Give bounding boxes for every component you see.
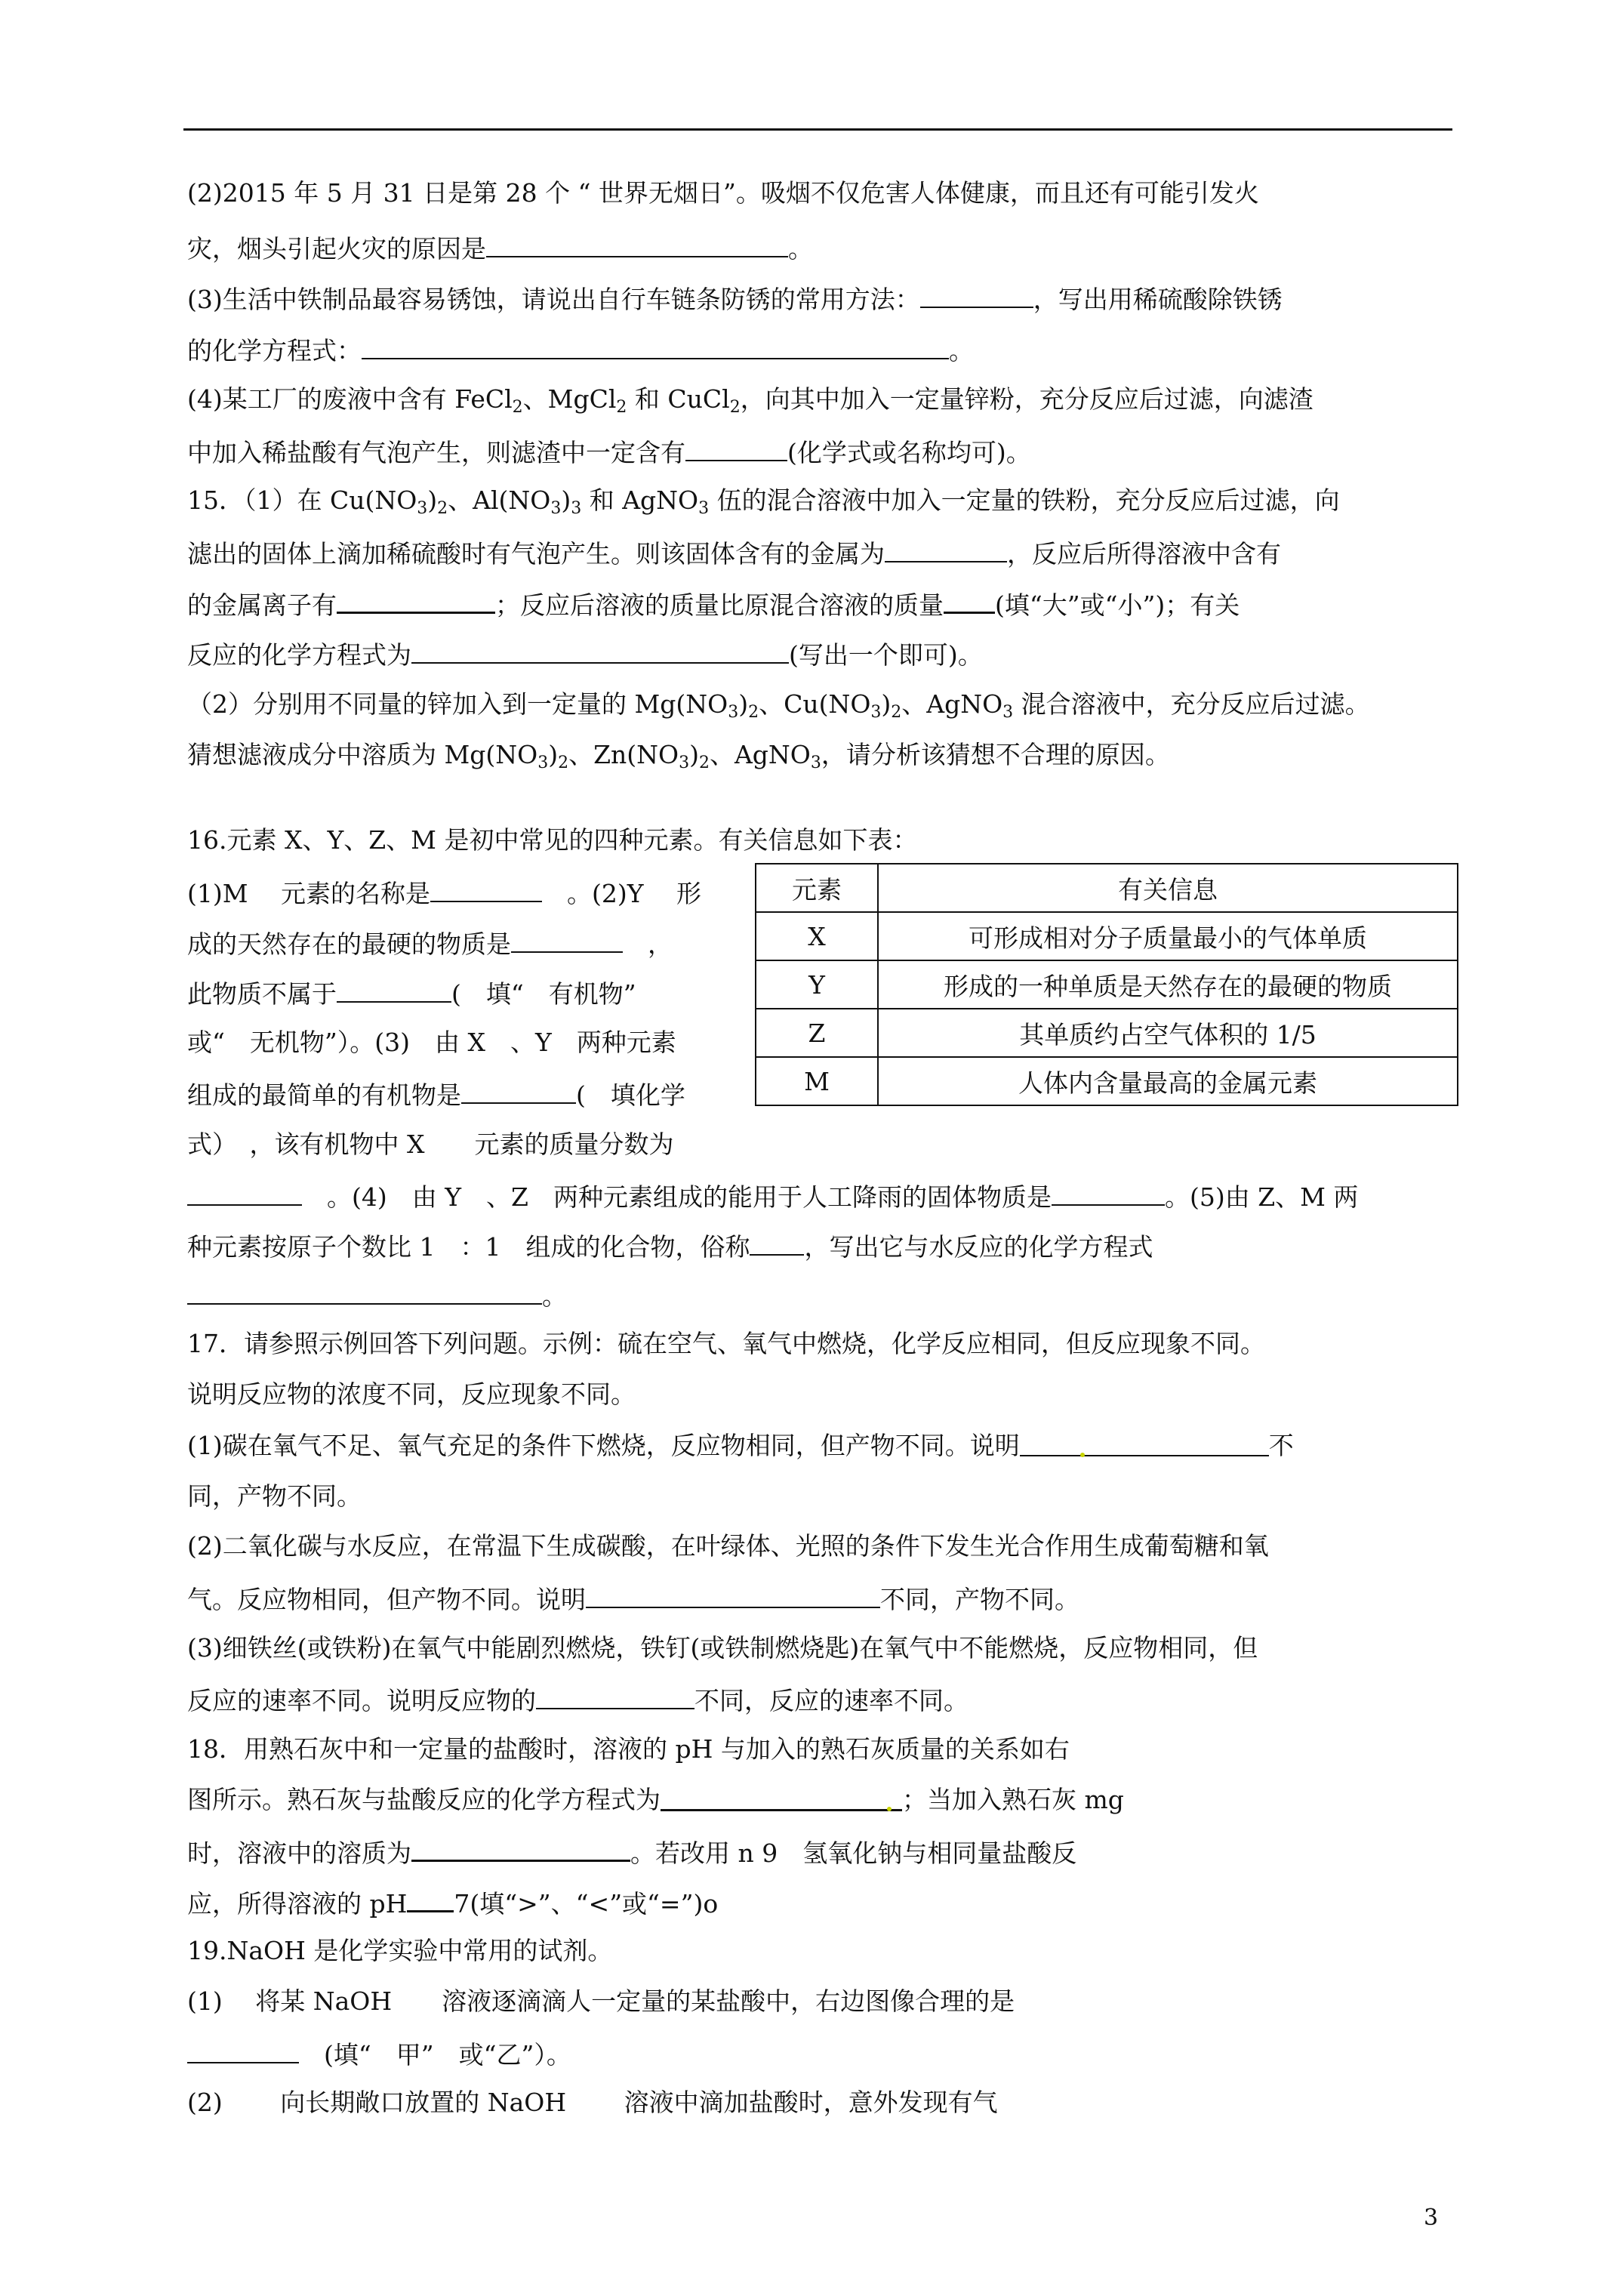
answer-blank[interactable]	[187, 1277, 542, 1305]
q16-line-4: 或“ 无机物”）。(3) 由 X 、Y 两种元素	[187, 1028, 676, 1057]
answer-blank[interactable]	[411, 636, 789, 664]
table-row	[756, 912, 1458, 960]
element-info-table	[755, 863, 1458, 1106]
q19-line-3: (填“ 甲” 或“乙”）。	[187, 2036, 571, 2069]
q19-line-1: 19.NaOH 是化学实验中常用的试剂。	[187, 1936, 613, 1965]
table-header-row	[756, 864, 1458, 912]
q16-line-6: 式） ，该有机物中 X 元素的质量分数为	[187, 1130, 674, 1159]
answer-blank[interactable]	[486, 230, 788, 257]
q17-line-7: (3)细铁丝(或铁粉)在氧气中能剧烈燃烧，铁钉(或铁制燃烧匙)在氧气中不能燃烧，反应物相同，但	[187, 1633, 1258, 1663]
table-row	[756, 1057, 1458, 1105]
answer-blank[interactable]	[337, 975, 451, 1003]
q14-line-4: 的化学方程式： 。	[187, 332, 974, 365]
table-cell: Z	[756, 1009, 878, 1057]
answer-blank[interactable]	[430, 875, 542, 902]
q14-line-5: (4)某工厂的废液中含有 FeCl$_2$、MgCl$_2$ 和 CuCl$_2$，向其中加入一定量锌粉，充分反应后过滤，向滤渣	[187, 384, 1313, 417]
answer-blank[interactable]	[187, 1179, 302, 1206]
q18-line-3: 时，溶液中的溶质为 。若改用 n 9 氢氧化钠与相同量盐酸反	[187, 1834, 1076, 1867]
q16-line-7: 。(4) 由 Y 、Z 两种元素组成的能用于人工降雨的固体物质是 。(5)由 Z、M 两	[187, 1179, 1358, 1212]
q16-line-9: 。	[187, 1277, 567, 1311]
q19-line-2: (1) 将某 NaOH 溶液逐滴滴人一定量的某盐酸中，右边图像合理的是	[187, 1986, 1015, 2016]
q16-line-8: 种元素按原子个数比 1 ：1 组成的化合物，俗称 ，写出它与水反应的化学方程式	[187, 1228, 1153, 1262]
q15-line-3: 的金属离子有 ；反应后溶液的质量比原混合溶液的质量 (填“大”或“小”)；有关	[187, 586, 1240, 619]
q14-line-1: (2)2015 年 5 月 31 日是第 28 个 “ 世界无烟日”。吸烟不仅危害人体健康，而且还有可能引发火	[187, 178, 1259, 208]
q17-line-5: (2)二氧化碳与水反应，在常温下生成碳酸，在叶绿体、光照的条件下发生光合作用生成葡萄糖和氧	[187, 1531, 1269, 1561]
q15-line-5: （2）分别用不同量的锌加入到一定量的 $Mg(NO_3)_2$、$Cu(NO_3)_2$、AgNO$_3$ 混合溶液中，充分反应后过滤。	[187, 689, 1370, 722]
page-number: 3	[1424, 2205, 1439, 2231]
answer-blank[interactable]	[1052, 1179, 1165, 1206]
q15-line-2: 滤出的固体上滴加稀硫酸时有气泡产生。则该固体含有的金属为 ，反应后所得溶液中含有	[187, 535, 1281, 569]
answer-blank[interactable]	[407, 1885, 454, 1912]
answer-blank[interactable]	[944, 586, 995, 614]
q16-line-3: 此物质不属于 ( 填“ 有机物”	[187, 975, 636, 1009]
answer-blank[interactable]	[920, 281, 1033, 308]
answer-blank[interactable]	[750, 1228, 804, 1256]
q18-line-1: 18．用熟石灰中和一定量的盐酸时，溶液的 pH 与加入的熟石灰质量的关系如右	[187, 1734, 1070, 1764]
answer-blank[interactable]	[337, 586, 495, 614]
answer-blank[interactable]	[685, 434, 787, 461]
table-header-cell: 元素	[756, 864, 878, 912]
answer-blank[interactable]	[885, 535, 1007, 562]
q19-line-4: (2) 向长期敞口放置的 NaOH 溶液中滴加盐酸时，意外发现有气	[187, 2088, 998, 2117]
answer-blank[interactable]	[1020, 1429, 1269, 1456]
q17-line-8: 反应的速率不同。说明反应物的 不同，反应的速率不同。	[187, 1682, 969, 1715]
table-cell: 人体内含量最高的金属元素	[878, 1057, 1458, 1105]
answer-blank[interactable]	[362, 332, 949, 359]
table-row	[756, 1009, 1458, 1057]
answer-blank[interactable]	[461, 1077, 576, 1104]
q15-line-1: 15．（1）在 $Cu(NO_3)_2$、$Al(NO_3)_3$ 和 AgNO$_3$ 伍的混合溶液中加入一定量的铁粉，充分反应后过滤，向	[187, 485, 1340, 518]
table-row	[756, 960, 1458, 1009]
q17-line-4: 同，产物不同。	[187, 1481, 362, 1511]
table-cell: 其单质约占空气体积的 1/5	[878, 1009, 1458, 1057]
answer-blank[interactable]	[511, 926, 623, 953]
q17-line-2: 说明反应物的浓度不同，反应现象不同。	[187, 1379, 636, 1409]
answer-blank[interactable]	[187, 2036, 299, 2063]
q18-line-4: 应，所得溶液的 pH 7(填“>”、“<”或“=”)o	[187, 1885, 718, 1918]
table-cell: M	[756, 1057, 878, 1105]
q16-line-2: 成的天然存在的最硬的物质是 ，	[187, 926, 673, 959]
q16-line-5: 组成的最简单的有机物是 ( 填化学	[187, 1077, 685, 1110]
q17-line-1: 17．请参照示例回答下列问题。示例：硫在空气、氧气中燃烧，化学反应相同，但反应现象不同。	[187, 1329, 1265, 1358]
table-cell: X	[756, 912, 878, 960]
answer-blank[interactable]	[536, 1682, 694, 1709]
table-cell: 可形成相对分子质量最小的气体单质	[878, 912, 1458, 960]
q14-line-3: (3)生活中铁制品最容易锈蚀，请说出自行车链条防锈的常用方法： ，写出用稀硫酸除铁锈	[187, 281, 1283, 314]
q15-line-4: 反应的化学方程式为 (写出一个即可)。	[187, 636, 983, 670]
table-cell: Y	[756, 960, 878, 1009]
table-cell: 形成的一种单质是天然存在的最硬的物质	[878, 960, 1458, 1009]
q17-line-3: (1)碳在氧气不足、氧气充足的条件下燃烧，反应物相同，但产物不同。说明 不	[187, 1431, 1294, 1460]
q16-title: 16.元素 X、Y、Z、M 是初中常见的四种元素。有关信息如下表：	[187, 825, 918, 855]
answer-blank[interactable]	[411, 1834, 630, 1862]
answer-blank[interactable]	[586, 1581, 880, 1608]
q14-line-2: 灾，烟头引起火灾的原因是 。	[187, 230, 813, 264]
q18-line-2: 图所示。熟石灰与盐酸反应的化学方程式为 ；当加入熟石灰 mg	[187, 1785, 1124, 1814]
q16-line-1: (1)M 元素的名称是 。(2)Y 形	[187, 875, 701, 908]
ink-dot	[1080, 1453, 1085, 1457]
q15-line-6: 猜想滤液成分中溶质为 $Mg(NO_3)_2$、$Zn(NO_3)_2$、AgNO$_3$，请分析该猜想不合理的原因。	[187, 740, 1170, 772]
header-rule	[183, 128, 1452, 131]
ink-dot	[887, 1807, 892, 1811]
q17-line-6: 气。反应物相同，但产物不同。说明 不同，产物不同。	[187, 1581, 1079, 1614]
answer-blank[interactable]	[661, 1783, 902, 1811]
q14-line-6: 中加入稀盐酸有气泡产生，则滤渣中一定含有 (化学式或名称均可)。	[187, 434, 1031, 467]
table-header-cell: 有关信息	[878, 864, 1458, 912]
